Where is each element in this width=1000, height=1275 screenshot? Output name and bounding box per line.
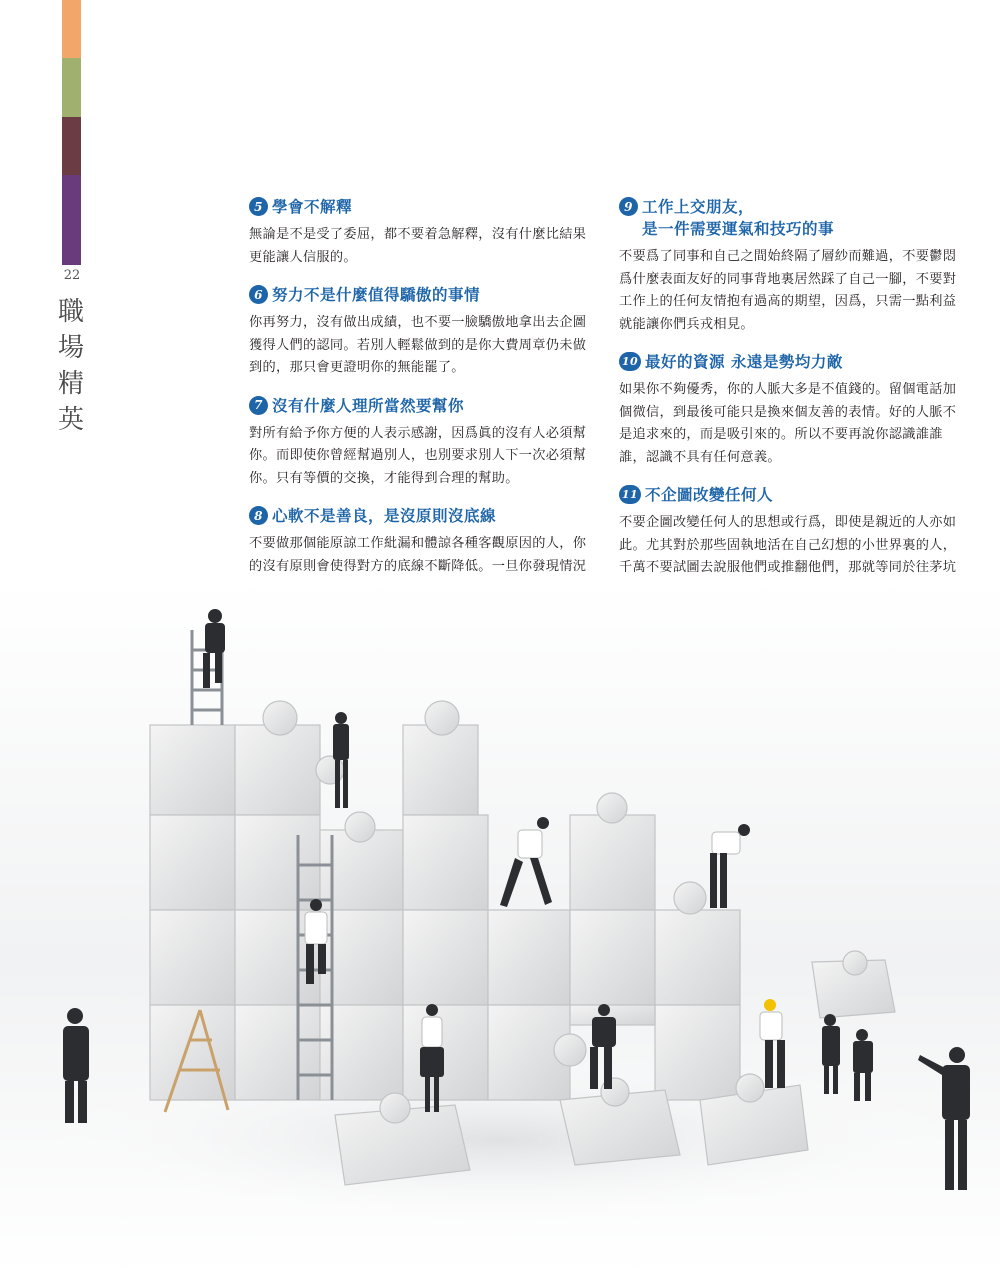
tip-body-line: 不要爲了同事和自己之間始終隔了層紗而難過，不要鬱悶 [619, 249, 957, 264]
tip-heading [249, 395, 589, 417]
tip-body-line: 是追求來的，而是吸引來的。所以不要再說你認識誰誰 [619, 427, 943, 442]
page-number: 22 [63, 268, 81, 283]
tip-body-line: 誰，認識不具有任何意義。 [619, 449, 781, 465]
tip-body [249, 423, 589, 491]
section-title-char: 英 [57, 405, 84, 435]
tip-body-line: 你。而即使你曾經幫過別人，也別要求別人下一次必須幫 [249, 448, 587, 463]
tip-body-line: 獲得人們的認同。若別人輕鬆做到的是你大費周章仍未做 [249, 337, 587, 353]
tip-number-badge: 8 [249, 506, 268, 525]
tip-body-line: 到的，那只會更證明你的無能罷了。 [249, 360, 465, 375]
tip-heading [249, 284, 589, 306]
tip-body-line: 工作上的任何友情抱有過高的期望，因爲，只需一點利益 [619, 294, 957, 309]
color-bar-purple [62, 175, 81, 265]
left-column [249, 196, 589, 623]
tip-body-line: 你。只有等價的交換，才能得到合理的幫助。 [249, 470, 519, 486]
tip-heading-text: 工作上交朋友， [642, 198, 755, 216]
tip-body-line: 如果你不夠優秀，你的人脈大多是不值錢的。留個電話加 [619, 382, 957, 397]
tip-body-line: 此。尤其對於那些固執地活在自己幻想的小世界裏的人， [619, 537, 957, 553]
tip-heading [619, 196, 959, 240]
tip-number-badge: 10 [619, 352, 641, 371]
tip-9 [619, 196, 959, 336]
puzzle-teamwork-illustration [0, 580, 1000, 1275]
tip-heading [619, 351, 959, 373]
color-bar-orange [62, 0, 81, 58]
tip-7 [249, 395, 589, 491]
tip-body-line: 的沒有原則會使得對方的底線不斷降低。一旦你發現情況 [249, 558, 587, 574]
tip-body-line: 你再努力，沒有做出成績，也不要一臉驕傲地拿出去企圖 [249, 315, 587, 330]
section-title-char: 精 [57, 369, 84, 399]
tip-heading [249, 196, 589, 218]
tip-body-line: 個微信，到最後可能只是換來個友善的表情。好的人脈不 [619, 404, 957, 420]
tip-body [249, 312, 589, 380]
tip-body [619, 246, 959, 336]
tip-heading-text: 是一件需要運氣和技巧的事 [642, 220, 835, 238]
tip-number-badge: 11 [619, 485, 641, 504]
section-title-char: 場 [57, 333, 84, 363]
tip-heading-text: 最好的資源 永遠是勢均力敵 [645, 353, 843, 371]
tip-heading [249, 505, 589, 527]
tip-body [619, 379, 959, 469]
tip-body-line: 更能讓人信服的。 [249, 249, 357, 265]
tip-heading [619, 484, 959, 506]
tip-body-line: 爲什麼表面友好的同事背地裏居然踩了自己一腳，不要對 [619, 271, 957, 287]
tip-body-line: 就能讓你們兵戎相見。 [619, 316, 754, 332]
tip-body [249, 224, 589, 269]
section-title-vertical [54, 294, 88, 438]
tip-body-line: 無論是不是受了委屈，都不要着急解釋，沒有什麼比結果 [249, 227, 587, 242]
tip-body-line: 對所有給予你方便的人表示感謝，因爲眞的沒有人必須幫 [249, 425, 587, 441]
tip-heading-text: 努力不是什麼值得驕傲的事情 [272, 286, 481, 304]
tip-heading-text: 學會不解釋 [272, 198, 353, 216]
color-bar-maroon [62, 117, 81, 175]
tip-10 [619, 351, 959, 469]
tip-body-line: 千萬不要試圖去說服他們或推翻他們，那就等同於往茅坑 [619, 560, 957, 575]
tip-number-badge: 5 [249, 197, 268, 216]
color-bar-green [62, 58, 81, 117]
tip-6 [249, 284, 589, 380]
tip-body-line: 不要做那個能原諒工作紕漏和體諒各種客觀原因的人，你 [249, 536, 587, 551]
tip-number-badge: 9 [619, 197, 638, 216]
tip-number-badge: 6 [249, 285, 268, 304]
tip-5 [249, 196, 589, 269]
tip-heading-text: 不企圖改變任何人 [645, 486, 774, 504]
tip-heading-text: 心軟不是善良，是沒原則沒底線 [272, 507, 497, 525]
tip-body-line: 不要企圖改變任何人的思想或行爲，即使是親近的人亦如 [619, 515, 957, 530]
tip-number-badge: 7 [249, 396, 268, 415]
section-title-char: 職 [57, 297, 84, 327]
tip-heading-text: 沒有什麼人理所當然要幫你 [272, 396, 465, 415]
